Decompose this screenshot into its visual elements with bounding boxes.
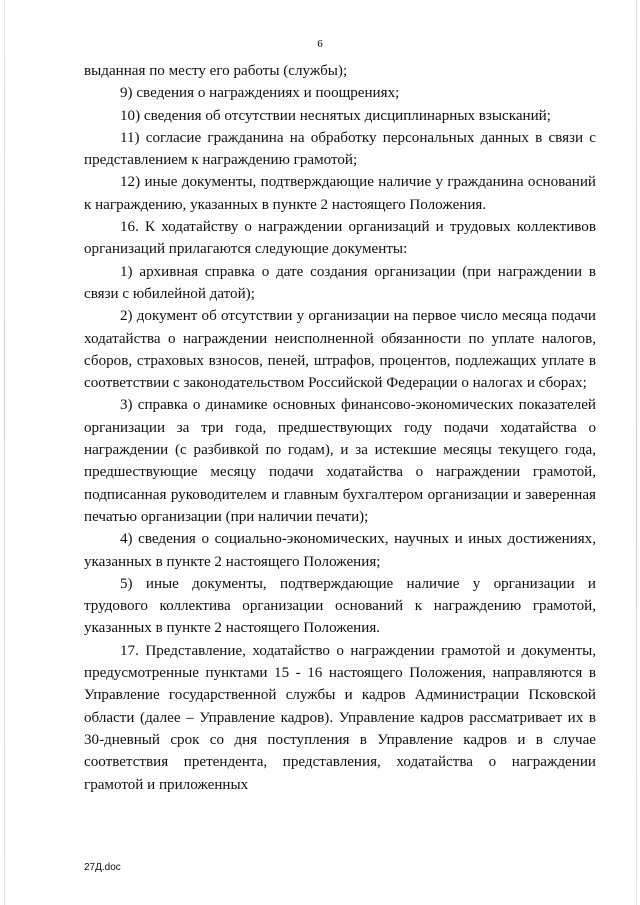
paragraph: выданная по месту его работы (службы); bbox=[84, 63, 348, 79]
paragraph: 10) сведения об отсутствии неснятых дисциплинарных взысканий; bbox=[120, 107, 551, 124]
paragraph: 11) согласие гражданина на обработку персональных данных в связи с представлением к награждению грамотой; bbox=[84, 129, 596, 169]
paragraph: 5) иные документы, подтверждающие наличие у организации и трудового коллектива организации оснований к награждению грамотой, указанных в пункте 2 настоящего Положения. bbox=[84, 575, 596, 637]
footer-filename: 27Д.doc bbox=[84, 862, 121, 873]
paragraph: 3) справка о динамике основных финансово-экономических показателей организации за три года, предшествующих году подачи ходатайства о награждении (с разбивкой по годам), и за истекшие месяцы текущего года, предшествующие месяцу подачи ходатайства о награждении грамотой, подписанная руководителем и главным бухгалтером организации и заверенная печатью организации (при наличии печати); bbox=[84, 397, 596, 525]
paragraph: 12) иные документы, подтверждающие наличие у гражданина оснований к награждению, указанных в пункте 2 настоящего Положения. bbox=[84, 174, 596, 213]
paragraph: 16. К ходатайству о награждении организаций и трудовых коллективов организаций прилагаются следующие документы: bbox=[84, 219, 596, 258]
page-number: 6 bbox=[317, 38, 323, 50]
paragraph: 2) документ об отсутствии у организации на первое число месяца подачи ходатайства о награждении неисполненной обязанности по уплате налогов, сборов, страховых взносов, пеней, штрафов, процентов, подлежащих уплате в соответствии с законодательством Российской Федерации о налогах и сборах; bbox=[84, 308, 596, 392]
paragraph: 4) сведения о социально-экономических, научных и иных достижениях, указанных в пункте 2 настоящего Положения; bbox=[84, 531, 596, 570]
paragraph: 9) сведения о награждениях и поощрениях; bbox=[120, 85, 400, 102]
document-body bbox=[84, 60, 596, 796]
paragraph: 1) архивная справка о дате создания организации (при награждении в связи с юбилейной датой); bbox=[84, 263, 596, 302]
scan-edge-right bbox=[636, 0, 637, 905]
scan-edge-left bbox=[4, 0, 5, 905]
paragraph: 17. Представление, ходатайство о награждении грамотой и документы, предусмотренные пунктами 15 - 16 настоящего Положения, направляются в Управление государственной службы и кадров Администрации Псковской области (далее – Управление кадров). Управление кадров рассматривает их в 30-дневный срок со дня поступления в Управление кадров и в случае соответствия претендента, представления, ходатайства о награждении грамотой и приложенных bbox=[84, 642, 596, 793]
